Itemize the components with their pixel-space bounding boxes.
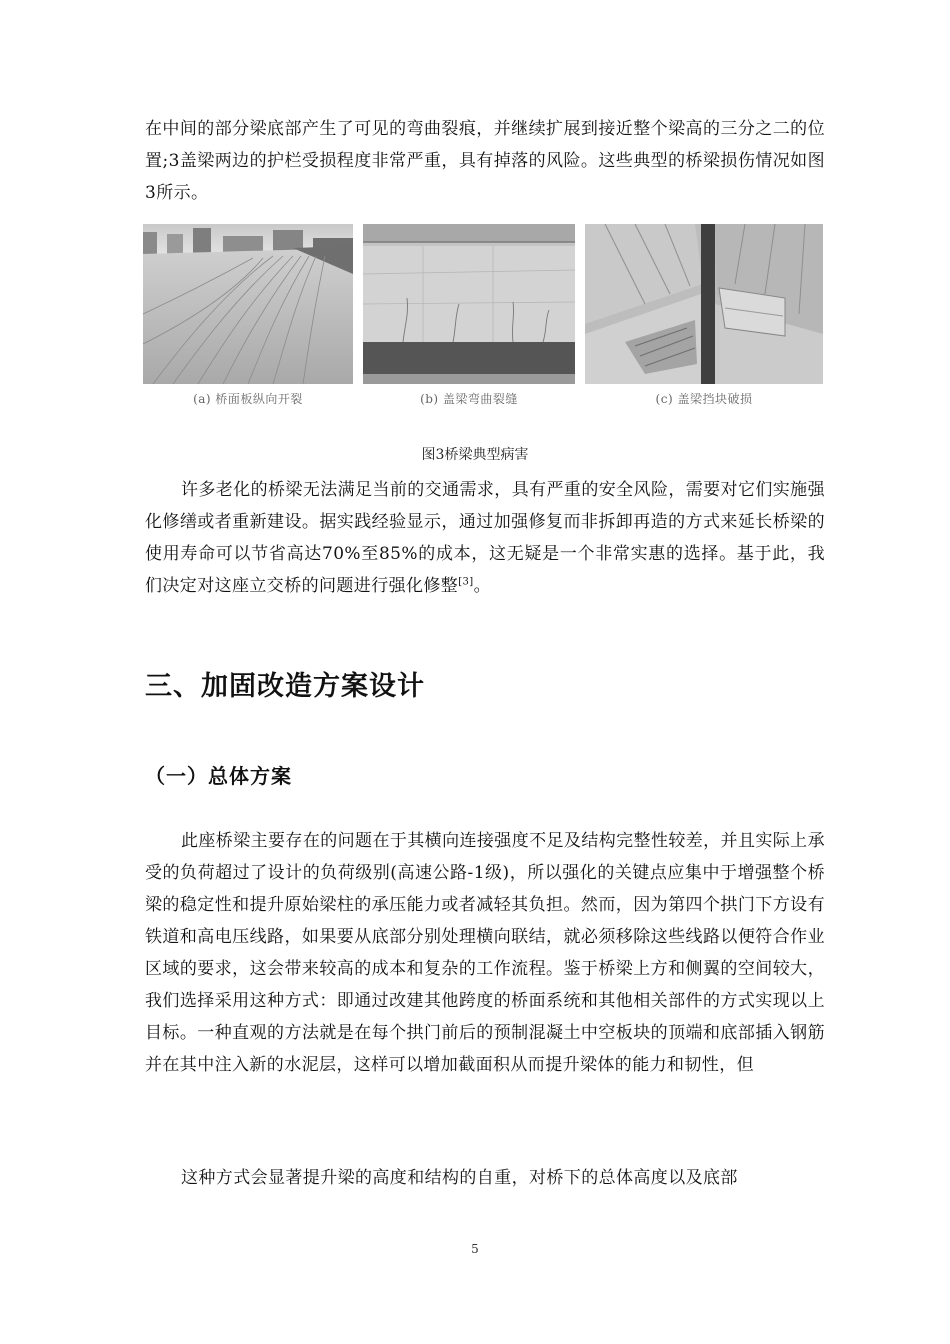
paragraph-continuation: 这种方式会显著提升梁的高度和结构的自重，对桥下的总体高度以及底部 <box>181 1168 738 1188</box>
paragraph-reinforcement-rationale <box>145 474 825 602</box>
paragraph-damage-description: 在中间的部分梁底部产生了可见的弯曲裂痕，并继续扩展到接近整个梁高的三分之二的位置;3盖梁两边的护栏受损程度非常严重，具有掉落的风险。这些典型的桥梁损伤情况如图3所示。 <box>145 119 825 203</box>
photo-cap-beam-bending <box>363 224 575 406</box>
subcaption-b: (b) 盖梁弯曲裂缝 <box>420 392 518 406</box>
citation-reference: [3] <box>458 576 474 588</box>
photo-deck-cracking <box>143 224 353 406</box>
section-heading: 三、加固改造方案设计 <box>145 671 425 702</box>
paragraph-end: 。 <box>473 576 491 596</box>
subcaption-a: (a) 桥面板纵向开裂 <box>193 392 303 406</box>
subsection-heading: （一）总体方案 <box>145 764 292 788</box>
paragraph-overall-plan: 此座桥梁主要存在的问题在于其横向连接强度不足及结构完整性较差，并且实际上承受的负荷超过了设计的负荷级别(高速公路-1级)，所以强化的关键点应集中于增强整个桥梁的稳定性和提升原始梁柱的承压能力或者减轻其负担。然而，因为第四个拱门下方设有铁道和高电压线路，如果要从底部分别处理横向联结，就必须移除这些线路以便符合作业区域的要求，这会带来较高的成本和复杂的工作流程。鉴于桥梁上方和侧翼的空间较大，我们选择采用这种方式：即通过改建其他跨度的桥面系统和其他相关部件的方式实现以上目标。一种直观的方法就是在每个拱门前后的预制混凝土中空板块的顶端和底部插入钢筋并在其中注入新的水泥层，这样可以增加截面积从而提升梁体的能力和韧性，但 <box>145 831 825 1075</box>
photo-cap-beam-block <box>585 224 823 406</box>
subcaption-c: (c) 盖梁挡块破损 <box>655 392 753 406</box>
figure-caption: 图3桥梁典型病害 <box>421 447 529 463</box>
page-number: 5 <box>471 1242 479 1256</box>
paragraph-text: 许多老化的桥梁无法满足当前的交通需求，具有严重的安全风险，需要对它们实施强化修缮或者重新建设。据实践经验显示，通过加强修复而非拆卸再造的方式来延长桥梁的使用寿命可以节省高达70%至85%的成本，这无疑是一个非常实惠的选择。基于此，我们决定对这座立交桥的问题进行强化修整 <box>145 480 825 596</box>
figure-bridge-damage <box>143 224 823 410</box>
